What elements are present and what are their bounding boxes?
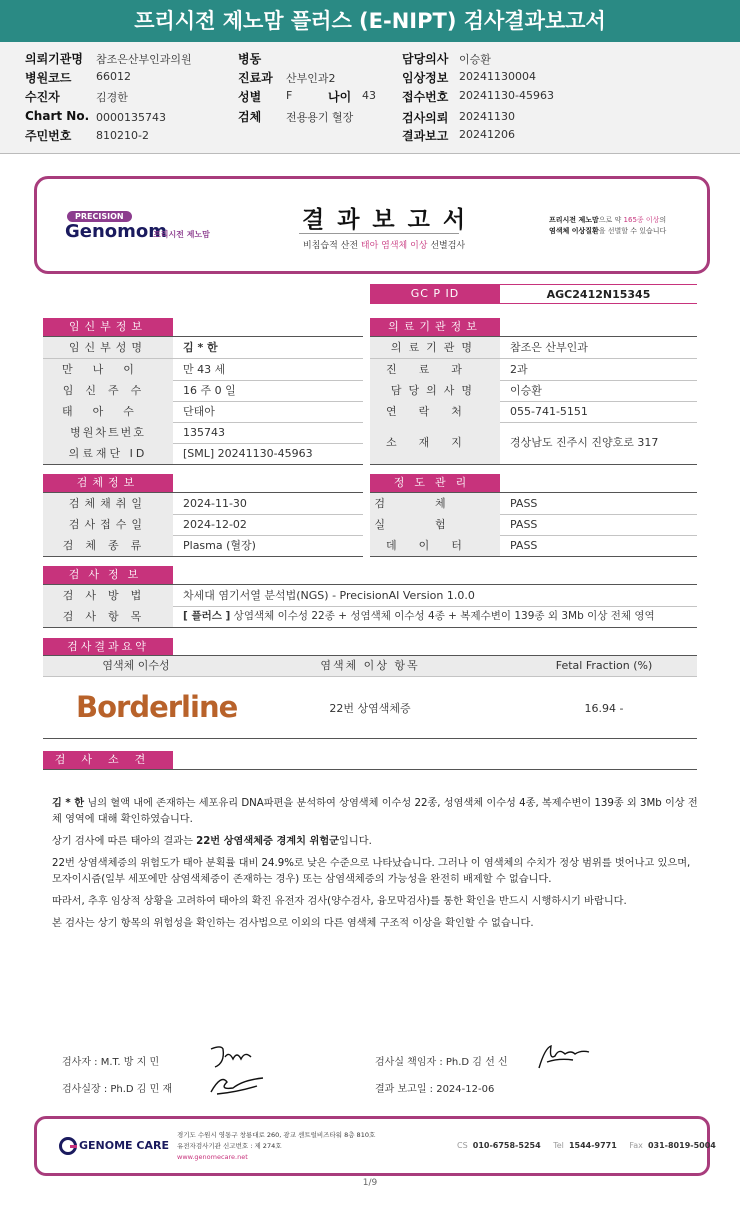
opinion-paragraph-1: 김 * 한 님의 혈액 내에 존재하는 세포유리 DNA파편을 분석하여 상염색체 이수성 22종, 성염색체 이수성 4종, 복제수변이 139종 외 3Mb 이상 전체 영역에 대해 확인하였습니다.	[52, 798, 698, 825]
value-qc-experiment: PASS	[510, 518, 538, 531]
value-age: 43	[362, 89, 376, 102]
genome-care-logo: GENOME CARE	[59, 1137, 169, 1155]
value-age: 만 43 세	[183, 363, 226, 376]
label-resident-no: 주민번호	[25, 129, 72, 143]
institution-info-header: 의료기관정보	[370, 318, 500, 336]
label-qc-experiment: 실험	[370, 514, 500, 535]
col-abnormal-item: 염색체 이상 항목	[229, 656, 511, 676]
label-age: 만나이	[43, 359, 173, 380]
opinion-header: 검사소견	[43, 751, 173, 769]
label-patient: 수진자	[25, 90, 60, 104]
value-fetal-fraction: 16.94 -	[584, 702, 624, 715]
label-clinical: 임상정보	[402, 71, 449, 85]
divider	[43, 676, 697, 677]
label-contact: 연락처	[370, 401, 500, 422]
value-institution: 참조은산부인과의원	[96, 53, 192, 66]
label-age: 나이	[328, 90, 352, 104]
opinion-paragraph-4: 따라서, 추후 임상적 상황을 고려하여 태아의 확진 유전자 검사(양수검사, 융모막검사)를 통한 확인을 반드시 시행하시기 바랍니다.	[52, 896, 627, 907]
report-header-card	[34, 176, 710, 274]
report-heading: 결과보고서	[302, 207, 479, 233]
label-location: 소재지	[370, 422, 500, 464]
label-chart-no: Chart No.	[25, 109, 90, 123]
label-test-method: 검사방법	[43, 585, 173, 606]
gcpid-value: AGC2412N15345	[500, 284, 697, 304]
value-location: 경상남도 진주시 진양호로 317	[510, 436, 659, 449]
label-institution: 의뢰기관명	[25, 52, 83, 66]
label-qc-data: 데이터	[370, 535, 500, 556]
divider	[43, 627, 697, 628]
value-foundation-id: [SML] 20241130-45963	[183, 447, 313, 460]
result-borderline: Borderline	[76, 690, 238, 724]
divider	[43, 738, 697, 739]
label-doctor-name: 담당의사명	[370, 380, 500, 401]
label-department: 진료과	[238, 71, 273, 85]
value-receipt-no: 20241130-45963	[459, 89, 554, 102]
value-patient: 김경한	[96, 91, 128, 104]
lab-director-signature	[535, 1042, 591, 1072]
value-request-date: 20241130	[459, 110, 515, 123]
value-test-items: [ 플러스 ] 상염색체 이수성 22종 + 성염색체 이수성 4종 + 복제수변이 139종 외 3Mb 이상 전체 영역	[183, 610, 655, 622]
divider	[43, 464, 363, 465]
qc-header: 정도관리	[370, 474, 500, 492]
value-qc-data: PASS	[510, 539, 538, 552]
value-chart-number: 135743	[183, 426, 225, 439]
value-contact: 055-741-5151	[510, 405, 588, 418]
test-info-header: 검사정보	[43, 566, 173, 584]
footer-contacts: CS 010-6758-5254 Tel 1544-9771 Fax 031-8019-5004	[457, 1141, 716, 1150]
value-doctor: 이승환	[459, 53, 491, 66]
heading-underline	[299, 233, 459, 234]
precision-badge: PRECISION	[67, 211, 132, 222]
label-receipt-date: 검사접수일	[43, 514, 173, 535]
label-qc-specimen: 검체	[370, 493, 500, 514]
specimen-info-header: 검체정보	[43, 474, 173, 492]
value-qc-specimen: PASS	[510, 497, 538, 510]
value-dept: 2과	[510, 363, 528, 376]
col-aneuploidy: 염색체 이수성	[43, 656, 229, 676]
value-test-method: 차세대 염기서열 분석법(NGS) - PrecisionAI Version 1.0.0	[183, 589, 475, 602]
value-collection-date: 2024-11-30	[183, 497, 247, 510]
value-abnormal-item: 22번 상염색체증	[329, 702, 411, 715]
label-doctor: 담당의사	[402, 52, 449, 66]
label-dept: 진료과	[370, 359, 500, 380]
label-ward: 병동	[238, 52, 262, 66]
card-note: 프리시전 제노맘으로 약 165종 이상의 염색체 이상질환을 선별할 수 있습니다	[549, 216, 667, 235]
value-specimen: 전용용기 혈장	[286, 111, 354, 124]
label-chart-number: 병원차트번호	[43, 422, 173, 443]
pregnant-info-header: 임신부정보	[43, 318, 173, 336]
label-request-date: 검사의뢰	[402, 111, 449, 125]
value-chart-no: 0000135743	[96, 111, 166, 124]
label-foundation-id: 의료재단 ID	[43, 443, 173, 464]
gcpid-label: GC P ID	[370, 284, 500, 304]
value-specimen-type: Plasma (혈장)	[183, 539, 256, 552]
label-hospital-code: 병원코드	[25, 71, 72, 85]
opinion-paragraph-5: 본 검사는 상기 항목의 위험성을 확인하는 검사법으로 이외의 다른 염색체 구조적 이상을 확인할 수 없습니다.	[52, 918, 534, 929]
patient-info	[0, 42, 740, 154]
label-sex: 성별	[238, 90, 262, 104]
label-specimen: 검체	[238, 110, 262, 124]
opinion-text	[52, 796, 698, 938]
footer-address: 경기도 수원시 영통구 창룡대로 260, 광교 센트럴비즈타워 8층 810호 유전자검사기관 신고번호 : 제 274호 www.genomecare.net	[177, 1131, 376, 1161]
page-number: 1/9	[362, 1178, 378, 1188]
footer-url[interactable]: www.genomecare.net	[177, 1153, 248, 1161]
genomom-logo-sub: 프리시전 제노맘	[153, 230, 210, 239]
footer-box	[34, 1116, 716, 1176]
value-hospital-code: 66012	[96, 70, 131, 83]
label-gest-weeks: 임신주수	[43, 380, 173, 401]
divider	[370, 556, 697, 557]
report-subtitle: 비침습적 산전 태아 염색체 이상 선별검사	[303, 241, 466, 251]
label-receipt-no: 접수번호	[402, 90, 449, 104]
value-resident-no: 810210-2	[96, 129, 149, 142]
report-date-line: 결과 보고일 : 2024-12-06	[375, 1084, 495, 1095]
divider	[43, 769, 697, 770]
genomom-logo: Genomom	[65, 221, 168, 242]
opinion-paragraph-3: 22번 상염색체증의 위험도가 태아 분획률 대비 24.9%로 낮은 수준으로 나타났습니다. 그러나 이 염색체의 수치가 정상 범위를 벗어나고 있으며, 모자이시즘(일부 세포에만 삼염색체증이 존재하는 경우) 또는 삼염색체증의 가능성을 완전히 배제할 수 없습니다.	[52, 858, 691, 885]
value-sex: F	[286, 89, 293, 102]
value-gest-weeks: 16 주 0 일	[183, 384, 236, 397]
label-institution-name: 의료기관명	[370, 337, 500, 358]
value-receipt-date: 2024-12-02	[183, 518, 247, 531]
value-report-date: 20241206	[459, 128, 515, 141]
label-pregnant-name: 임신부성명	[43, 337, 173, 358]
label-fetus-count: 태아수	[43, 401, 173, 422]
value-doctor-name: 이승환	[510, 384, 542, 397]
summary-header: 검사결과요약	[43, 638, 173, 656]
opinion-paragraph-2: 상기 검사에 따른 태아의 결과는 22번 상염색체증 경계치 위험군입니다.	[52, 836, 372, 847]
lab-chief-signature-line: 검사실장 : Ph.D 김 민 재	[62, 1084, 173, 1095]
genome-care-logo-icon	[59, 1137, 77, 1155]
value-institution-name: 참조은 산부인과	[510, 341, 588, 354]
label-test-items: 검사항목	[43, 606, 173, 627]
label-collection-date: 검체채취일	[43, 493, 173, 514]
divider	[43, 556, 363, 557]
label-report-date: 결과보고	[402, 129, 449, 143]
value-clinical: 20241130004	[459, 70, 536, 83]
col-fetal-fraction: Fetal Fraction (%)	[511, 656, 697, 676]
value-department: 산부인과2	[286, 72, 336, 85]
label-specimen-type: 검체종류	[43, 535, 173, 556]
lab-chief-signature	[207, 1070, 267, 1098]
lab-director-signature-line: 검사실 책임자 : Ph.D 김 선 신	[375, 1057, 508, 1068]
tester-signature	[207, 1043, 257, 1071]
value-pregnant-name: 김 * 한	[183, 341, 218, 354]
tester-signature-line: 검사자 : M.T. 방 지 민	[62, 1057, 160, 1068]
value-fetus-count: 단태아	[183, 405, 215, 418]
divider	[370, 464, 697, 465]
report-title: 프리시전 제노맘 플러스 (E-NIPT) 검사결과보고서	[0, 0, 740, 42]
